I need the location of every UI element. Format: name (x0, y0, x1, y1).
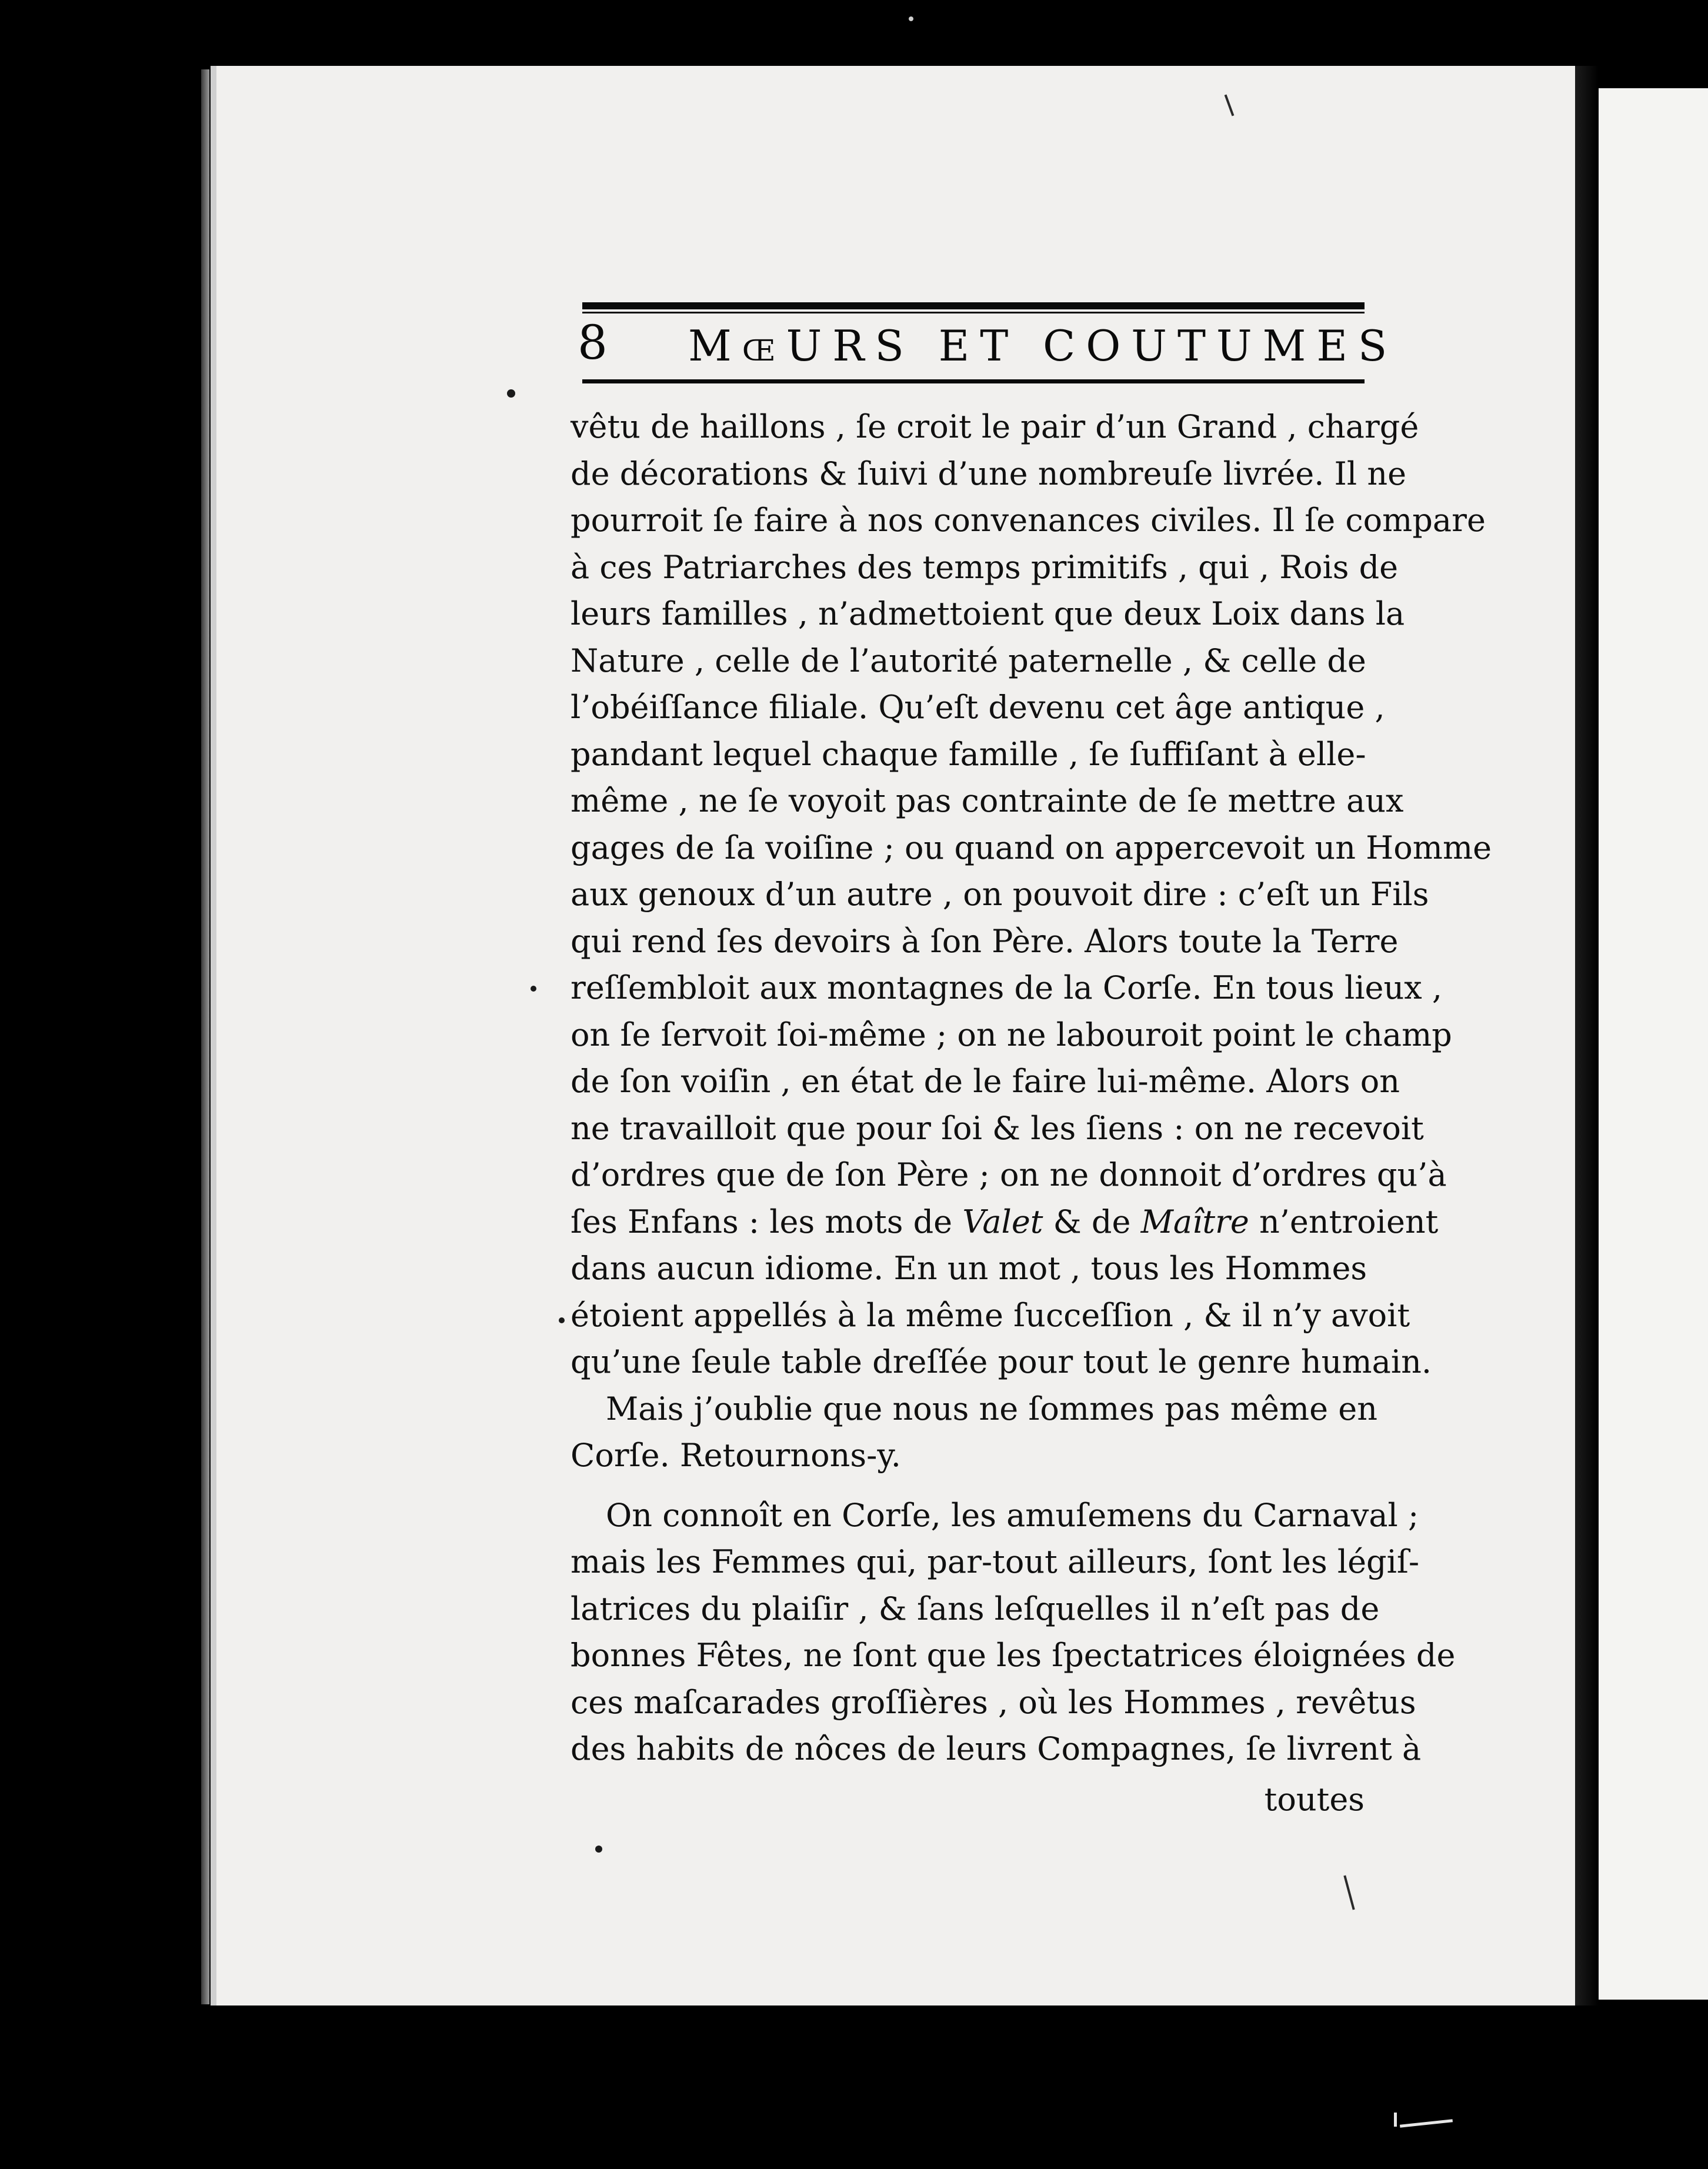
italic-word-valet: Valet (962, 1203, 1043, 1240)
text-run: n’entroient (1249, 1203, 1439, 1240)
running-head-top-rule (582, 302, 1365, 309)
page-gap (1575, 66, 1599, 2006)
text-line: vêtu de haillons , ſe croit le pair d’un Grand , chargé (571, 408, 1419, 445)
text-line: leurs familles , n’admettoient que deux Loix dans la (571, 595, 1405, 632)
scan-speck (507, 389, 515, 398)
text-line: Corſe. Retournons-y. (571, 1437, 901, 1474)
text-line: de ſon voiſin , en état de le faire lui-même. Alors on (571, 1063, 1400, 1100)
running-head-top-fine-rule (582, 312, 1365, 313)
text-line: étoient appellés à la même ſucceſſion , & il n’y avoit (571, 1296, 1410, 1334)
text-line: l’obéiſſance filiale. Qu’eſt devenu cet âge antique , (571, 689, 1385, 726)
scan-speck (595, 1846, 602, 1853)
text-line: pourroit ſe faire à nos convenances civiles. Il ſe compare (571, 502, 1486, 539)
text-line: d’ordres que de ſon Père ; on ne donnoit d’ordres qu’à (571, 1156, 1447, 1193)
scan-speck (909, 16, 913, 21)
text-line: qui rend ſes devoirs à ſon Père. Alors toute la Terre (571, 922, 1399, 960)
text-line: qu’une ſeule table dreſſée pour tout le genre humain. (571, 1343, 1432, 1380)
paragraph-first-line: On connoît en Corſe, les amuſemens du Carnaval ; (606, 1496, 1419, 1534)
text-line: ne travailloit que pour ſoi & les ſiens : on ne recevoit (571, 1109, 1424, 1147)
text-line: dans aucun idiome. En un mot , tous les Hommes (571, 1250, 1367, 1287)
scan-scratch (1400, 2119, 1453, 2127)
catchword: toutes (1264, 1781, 1365, 1818)
text-line: même , ne ſe voyoit pas contrainte de ſe mettre aux (571, 782, 1404, 819)
text-line: à ces Patriarches des temps primitifs , qui , Rois de (571, 548, 1399, 586)
page-number: 8 (578, 315, 608, 370)
text-line: mais les Femmes qui, par-tout ailleurs, ſont les légiſ- (571, 1543, 1420, 1580)
text-line: des habits de nôces de leurs Compagnes, ſe livrent à (571, 1730, 1422, 1767)
text-run: ſes Enfans : les mots de (571, 1203, 963, 1240)
text-line: gages de ſa voiſine ; ou quand on appercevoit un Homme (571, 829, 1492, 866)
text-line: on ſe ſervoit ſoi-même ; on ne labouroit point le champ (571, 1016, 1452, 1053)
text-run: & de (1043, 1203, 1141, 1240)
paragraph-first-line: Mais j’oublie que nous ne ſommes pas même en (606, 1390, 1377, 1427)
body-text (571, 403, 1492, 1773)
running-head-bottom-rule (582, 379, 1365, 383)
text-line-valet-maitre (571, 1199, 1439, 1246)
text-line: ces maſcarades groſſières , où les Hommes , revêtus (571, 1683, 1416, 1721)
text-line: bonnes Fêtes, ne ſont que les ſpectatrices éloignées de (571, 1637, 1456, 1674)
scan-speck (559, 1317, 565, 1323)
facing-page-edge (1599, 88, 1708, 2000)
text-line: aux genoux d’un autre , on pouvoit dire : c’eſt un Fils (571, 876, 1429, 913)
text-line: de décorations & ſuivi d’une nombreuſe livrée. Il ne (571, 455, 1407, 492)
running-head-title: MœURS ET COUTUMES (688, 321, 1398, 371)
scan-speck (531, 986, 536, 992)
text-line: pandant lequel chaque famille , ſe ſuffiſant à elle- (571, 735, 1366, 773)
scan-scratch (1394, 2113, 1397, 2127)
italic-word-maitre: Maître (1140, 1203, 1249, 1240)
text-line: Nature , celle de l’autorité paternelle , & celle de (571, 642, 1366, 679)
page-gutter-shadow (201, 69, 209, 2004)
text-line: latrices du plaiſir , & ſans leſquelles il n’eſt pas de (571, 1590, 1380, 1627)
text-line: reſſembloit aux montagnes de la Corſe. En tous lieux , (571, 969, 1443, 1006)
